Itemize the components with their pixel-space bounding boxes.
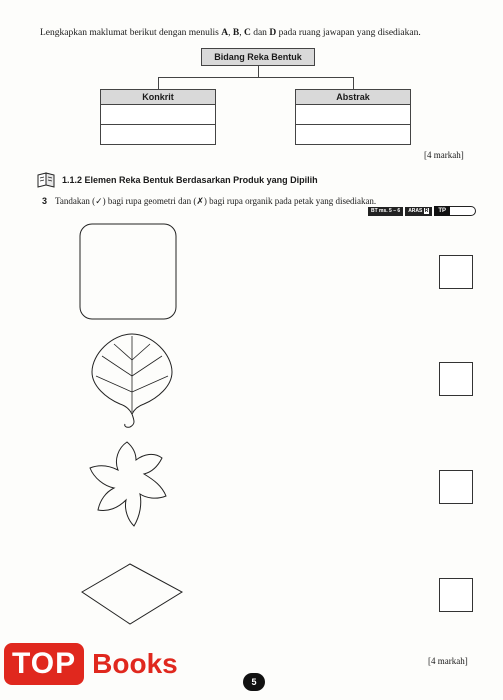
topbooks-logo [0, 628, 200, 700]
tree-connector-vertical [258, 66, 259, 77]
instruction-text: Lengkapkan maklumat berikut dengan menulis A, B, C dan D pada ruang jawapan yang disediakan. [40, 28, 421, 38]
question-tags [368, 206, 476, 216]
leaf-shape [88, 330, 178, 430]
konkrit-answer-1[interactable] [100, 105, 216, 125]
abstrak-answer-1[interactable] [295, 105, 411, 125]
tree-connector-right [353, 77, 354, 89]
tree-connector-horizontal [158, 77, 353, 78]
diamond-shape [78, 560, 188, 630]
logo-top-text: TOP [4, 643, 84, 685]
konkrit-answer-2[interactable] [100, 125, 216, 145]
question-text: Tandakan (✓) bagi rupa geometri dan (✗) bagi rupa organik pada petak yang disediakan. [55, 196, 377, 206]
answer-box-2[interactable] [439, 362, 473, 396]
answer-box-1[interactable] [439, 255, 473, 289]
tree-branch-abstrak [295, 89, 411, 145]
question-3 [42, 196, 376, 207]
section-heading [36, 172, 318, 188]
tree-root-box: Bidang Reka Bentuk [201, 48, 315, 66]
logo-books-text: Books [92, 648, 178, 679]
tp-tag: TP [434, 206, 476, 216]
abstrak-answer-2[interactable] [295, 125, 411, 145]
question-number: 3 [42, 196, 48, 206]
bt-reference-tag: BT ms. 5 – 6 [368, 207, 403, 216]
aras-tag: ARAS R [405, 207, 432, 216]
tree-connector-left [158, 77, 159, 89]
abstrak-header: Abstrak [295, 89, 411, 105]
konkrit-header: Konkrit [100, 89, 216, 105]
marks-label-q3: [4 markah] [428, 656, 468, 666]
tree-branch-konkrit [100, 89, 216, 145]
answer-box-3[interactable] [439, 470, 473, 504]
marks-label-q2: [4 markah] [424, 150, 464, 160]
flower-shape [82, 436, 172, 536]
section-title: 1.1.2 Elemen Reka Bentuk Berdasarkan Produk yang Dipilih [62, 175, 318, 185]
answer-box-4[interactable] [439, 578, 473, 612]
book-icon [36, 172, 58, 188]
page-number: 5 [243, 673, 265, 691]
rounded-square-shape [78, 222, 180, 322]
